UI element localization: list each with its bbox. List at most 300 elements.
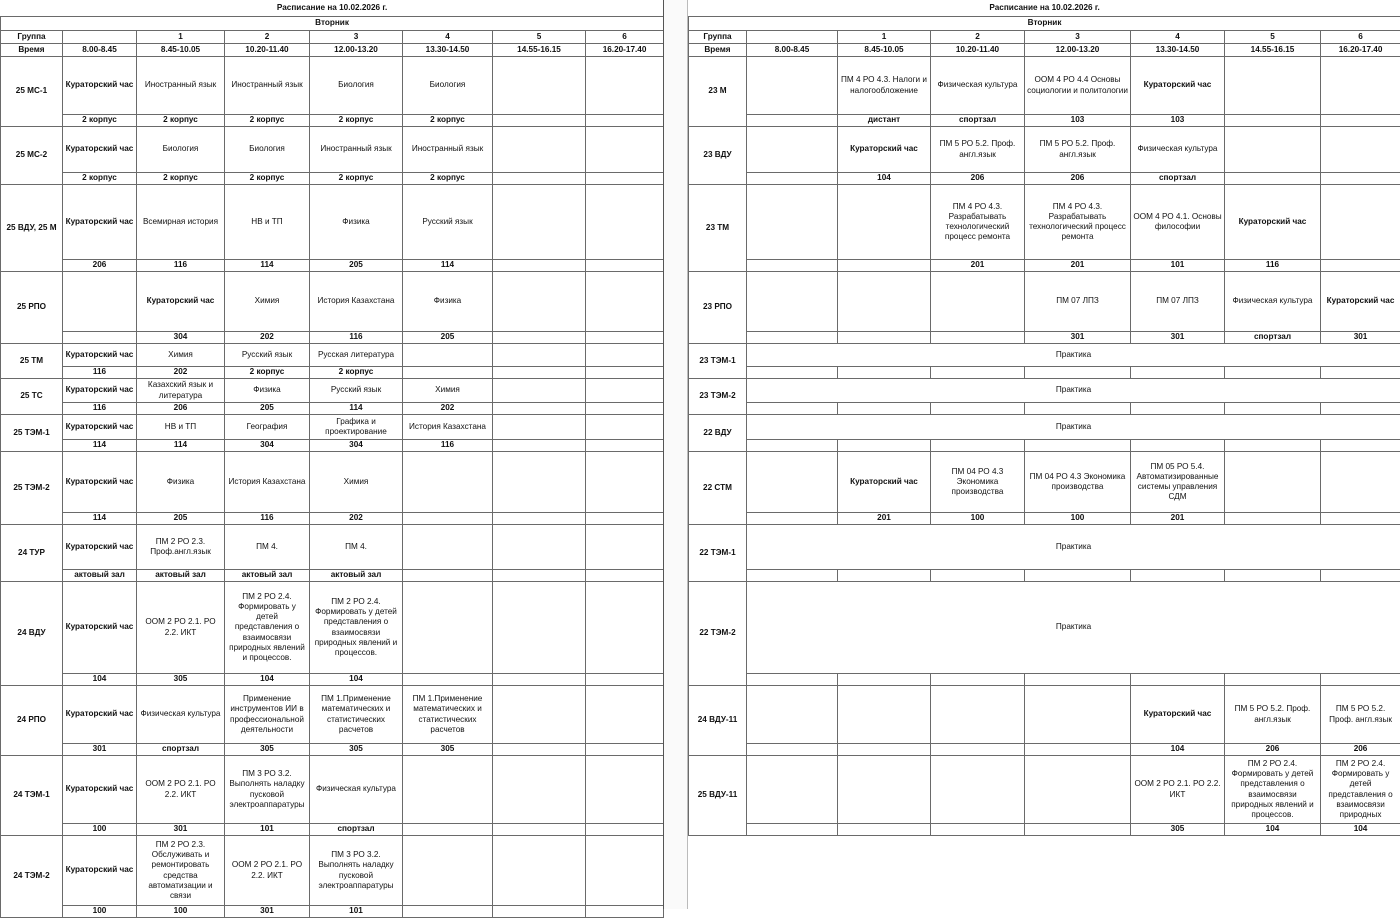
room-cell <box>493 440 586 452</box>
room-cell: 104 <box>225 674 310 686</box>
room-cell: 301 <box>137 824 225 836</box>
room-cell <box>838 440 931 452</box>
room-cell: спортзал <box>1131 173 1225 185</box>
room-cell <box>931 440 1025 452</box>
group-row <box>1 836 664 906</box>
room-cell: 305 <box>225 744 310 756</box>
lesson-cell: История Казахстана <box>403 415 493 440</box>
room-cell <box>1225 115 1321 127</box>
room-cell: 2 корпус <box>403 173 493 185</box>
lesson-cell: Русский язык <box>225 344 310 367</box>
room-cell: 116 <box>403 440 493 452</box>
room-row <box>689 115 1400 127</box>
lesson-cell: Кураторский час <box>63 57 137 115</box>
room-cell <box>493 744 586 756</box>
room-cell <box>838 332 931 344</box>
room-cell <box>586 367 664 379</box>
room-cell <box>1225 403 1321 415</box>
lesson-cell: ПМ 05 РО 5.4. Автоматизированные системы управления СДМ <box>1131 452 1225 513</box>
room-cell <box>586 260 664 272</box>
room-cell <box>586 332 664 344</box>
lesson-cell <box>586 379 664 403</box>
lesson-cell: ПМ 2 РО 2.3. Обслуживать и ремонтировать средства автоматизации и связи <box>137 836 225 906</box>
group-row <box>1 452 664 513</box>
room-cell: 205 <box>403 332 493 344</box>
lesson-cell: Иностранный язык <box>225 57 310 115</box>
room-cell: 114 <box>137 440 225 452</box>
room-cell: 2 корпус <box>137 115 225 127</box>
room-cell <box>931 367 1025 379</box>
lesson-cell: Кураторский час <box>63 379 137 403</box>
room-cell <box>586 403 664 415</box>
room-cell: 2 корпус <box>310 115 403 127</box>
lesson-number: 4 <box>1131 31 1225 44</box>
group-row <box>689 379 1400 403</box>
lesson-number: 4 <box>403 31 493 44</box>
room-cell <box>838 824 931 836</box>
lesson-cell <box>403 756 493 824</box>
room-cell <box>1131 674 1225 686</box>
lesson-cell: Физика <box>137 452 225 513</box>
room-row <box>1 332 664 344</box>
lesson-cell: ПМ 1.Применение математических и статистических расчетов <box>403 686 493 744</box>
room-cell <box>1225 570 1321 582</box>
right-schedule-table <box>688 0 1400 836</box>
room-cell: 202 <box>310 513 403 525</box>
room-cell: 100 <box>137 906 225 918</box>
room-cell: 100 <box>63 906 137 918</box>
room-cell: 116 <box>137 260 225 272</box>
lesson-cell: ПМ 2 РО 2.3. Проф.англ.язык <box>137 525 225 570</box>
group-name: 22 ТЭМ-1 <box>689 525 747 582</box>
lesson-cell: Кураторский час <box>63 344 137 367</box>
lesson-number: 2 <box>931 31 1025 44</box>
lesson-cell: Кураторский час <box>63 415 137 440</box>
time-slot: 13.30-14.50 <box>1131 44 1225 57</box>
panel-divider <box>663 0 688 909</box>
lesson-cell: ПМ 4 РО 4.3. Налоги и налогообложение <box>838 57 931 115</box>
room-cell: 116 <box>63 403 137 415</box>
room-cell: 301 <box>1131 332 1225 344</box>
group-row <box>689 344 1400 367</box>
room-cell <box>493 674 586 686</box>
room-cell: 201 <box>1025 260 1131 272</box>
group-row <box>1 525 664 570</box>
room-cell <box>1131 570 1225 582</box>
lesson-number: 5 <box>1225 31 1321 44</box>
lesson-cell <box>1025 686 1131 744</box>
lesson-cell <box>1225 127 1321 173</box>
time-label: Время <box>1 44 63 57</box>
time-slot: 10.20-11.40 <box>225 44 310 57</box>
room-cell <box>838 367 931 379</box>
lesson-cell: Физика <box>225 379 310 403</box>
lesson-cell: ПМ 4 РО 4.3. Разрабатывать технологический процесс ремонта <box>1025 185 1131 260</box>
room-cell <box>747 513 838 525</box>
time-slot: 8.00-8.45 <box>63 44 137 57</box>
lesson-number: 5 <box>493 31 586 44</box>
lesson-cell: Кураторский час <box>63 756 137 824</box>
lesson-cell: Иностранный язык <box>310 127 403 173</box>
room-cell: 100 <box>63 824 137 836</box>
group-row <box>1 344 664 367</box>
lesson-cell <box>493 379 586 403</box>
room-cell <box>63 332 137 344</box>
lesson-cell: НВ и ТП <box>137 415 225 440</box>
lesson-cell: Кураторский час <box>63 582 137 674</box>
room-cell <box>1225 367 1321 379</box>
room-cell <box>1321 260 1400 272</box>
room-cell: 301 <box>1025 332 1131 344</box>
lesson-cell <box>586 272 664 332</box>
room-cell: 301 <box>63 744 137 756</box>
lesson-cell <box>1321 127 1400 173</box>
room-row <box>1 367 664 379</box>
room-cell: 201 <box>1131 513 1225 525</box>
practice-cell: Практика <box>747 525 1400 570</box>
lesson-cell <box>586 127 664 173</box>
time-slot: 14.55-16.15 <box>493 44 586 57</box>
room-cell <box>1025 440 1131 452</box>
lesson-cell <box>586 452 664 513</box>
room-row <box>1 260 664 272</box>
lesson-cell <box>403 525 493 570</box>
lesson-cell: ООМ 2 РО 2.1. РО 2.2. ИКТ <box>1131 756 1225 824</box>
group-name: 24 ТЭМ-1 <box>1 756 63 836</box>
lesson-cell: Кураторский час <box>137 272 225 332</box>
lesson-cell: ООМ 4 РО 4.4 Основы социологии и политологии <box>1025 57 1131 115</box>
lesson-cell: Биология <box>225 127 310 173</box>
group-name: 24 ТУР <box>1 525 63 582</box>
time-slot: 12.00-13.20 <box>1025 44 1131 57</box>
time-slot: 8.00-8.45 <box>747 44 838 57</box>
room-cell <box>838 570 931 582</box>
room-cell <box>493 260 586 272</box>
room-cell <box>747 744 838 756</box>
room-cell: 305 <box>403 744 493 756</box>
room-cell <box>493 403 586 415</box>
lesson-cell: Биология <box>403 57 493 115</box>
room-cell <box>493 570 586 582</box>
room-cell: 104 <box>1225 824 1321 836</box>
lesson-cell <box>586 525 664 570</box>
group-name: 25 ВДУ, 25 М <box>1 185 63 272</box>
lesson-cell <box>931 272 1025 332</box>
room-cell <box>586 440 664 452</box>
lesson-cell: ПМ 2 РО 2.4. Формировать у детей представления о взаимосвязи природных явлений и процессов. <box>225 582 310 674</box>
lesson-cell: Русский язык <box>310 379 403 403</box>
group-name: 25 РПО <box>1 272 63 344</box>
room-cell: 301 <box>1321 332 1400 344</box>
room-row <box>689 744 1400 756</box>
room-cell: 304 <box>137 332 225 344</box>
room-cell: 114 <box>310 403 403 415</box>
room-cell <box>1225 674 1321 686</box>
lesson-cell <box>586 344 664 367</box>
room-cell: 206 <box>1025 173 1131 185</box>
room-cell: 2 корпус <box>63 115 137 127</box>
room-cell <box>931 744 1025 756</box>
group-name: 24 ТЭМ-2 <box>1 836 63 918</box>
lesson-cell: Физическая культура <box>310 756 403 824</box>
room-cell <box>1321 513 1400 525</box>
time-slot: 14.55-16.15 <box>1225 44 1321 57</box>
room-cell: 114 <box>63 513 137 525</box>
room-cell <box>931 674 1025 686</box>
lesson-cell: ПМ 2 РО 2.4. Формировать у детей представления о взаимосвязи природных явлений и процессов. <box>310 582 403 674</box>
room-cell <box>403 367 493 379</box>
room-cell: 201 <box>931 260 1025 272</box>
lesson-number: 3 <box>1025 31 1131 44</box>
lesson-cell <box>838 756 931 824</box>
lesson-cell <box>493 525 586 570</box>
lesson-cell: Физическая культура <box>1225 272 1321 332</box>
room-cell: 114 <box>225 260 310 272</box>
group-row <box>1 686 664 744</box>
time-slot: 12.00-13.20 <box>310 44 403 57</box>
room-cell <box>403 513 493 525</box>
group-row <box>689 57 1400 115</box>
lesson-cell: Кураторский час <box>63 127 137 173</box>
group-row <box>689 582 1400 674</box>
group-name: 25 ТЭМ-1 <box>1 415 63 452</box>
room-cell: 201 <box>838 513 931 525</box>
lesson-cell: Физическая культура <box>931 57 1025 115</box>
room-cell <box>1025 744 1131 756</box>
lesson-cell: География <box>225 415 310 440</box>
lesson-cell: ПМ 4. <box>225 525 310 570</box>
room-cell <box>747 570 838 582</box>
lesson-cell: ПМ 3 РО 3.2. Выполнять наладку пусковой электроаппаратуры <box>225 756 310 824</box>
lesson-cell <box>586 57 664 115</box>
lesson-cell: Кураторский час <box>1131 686 1225 744</box>
time-slot: 16.20-17.40 <box>1321 44 1400 57</box>
group-row <box>689 756 1400 824</box>
lesson-cell: ООМ 2 РО 2.1. РО 2.2. ИКТ <box>225 836 310 906</box>
lesson-cell <box>747 756 838 824</box>
lesson-cell: Физика <box>403 272 493 332</box>
room-cell: 202 <box>403 403 493 415</box>
lesson-cell: НВ и ТП <box>225 185 310 260</box>
room-cell: 206 <box>137 403 225 415</box>
room-row <box>1 824 664 836</box>
room-cell: 101 <box>1131 260 1225 272</box>
room-row <box>689 824 1400 836</box>
room-cell <box>931 824 1025 836</box>
room-cell <box>586 173 664 185</box>
room-cell: 101 <box>225 824 310 836</box>
room-cell <box>1225 513 1321 525</box>
room-row <box>689 367 1400 379</box>
room-row <box>1 570 664 582</box>
room-cell <box>1025 367 1131 379</box>
room-cell: 2 корпус <box>225 115 310 127</box>
lesson-cell: ПМ 4. <box>310 525 403 570</box>
room-cell <box>403 824 493 836</box>
lesson-number <box>747 31 838 44</box>
lesson-cell <box>586 415 664 440</box>
room-cell: 116 <box>63 367 137 379</box>
lesson-cell <box>931 756 1025 824</box>
room-cell: 2 корпус <box>225 173 310 185</box>
room-cell <box>838 674 931 686</box>
room-cell <box>1225 440 1321 452</box>
room-cell <box>586 824 664 836</box>
lesson-cell: Кураторский час <box>63 185 137 260</box>
lesson-cell: Химия <box>310 452 403 513</box>
room-cell <box>747 332 838 344</box>
group-name: 23 ТЭМ-2 <box>689 379 747 415</box>
group-row <box>689 452 1400 513</box>
group-label: Группа <box>1 31 63 44</box>
room-cell: 305 <box>1131 824 1225 836</box>
room-cell <box>1321 403 1400 415</box>
room-cell <box>747 824 838 836</box>
room-cell: 2 корпус <box>403 115 493 127</box>
lesson-cell: Казахский язык и литература <box>137 379 225 403</box>
room-cell: актовый зал <box>63 570 137 582</box>
group-name: 24 РПО <box>1 686 63 756</box>
room-cell <box>747 674 838 686</box>
group-row <box>689 272 1400 332</box>
lesson-cell: ПМ 3 РО 3.2. Выполнять наладку пусковой электроаппаратуры <box>310 836 403 906</box>
time-slot: 16.20-17.40 <box>586 44 664 57</box>
group-name: 23 М <box>689 57 747 127</box>
room-cell <box>1225 173 1321 185</box>
room-cell <box>1321 570 1400 582</box>
group-name: 25 МС-1 <box>1 57 63 127</box>
lesson-number: 1 <box>137 31 225 44</box>
group-row <box>1 582 664 674</box>
lesson-cell <box>1225 452 1321 513</box>
lesson-cell: ПМ 2 РО 2.4. Формировать у детей представления о взаимосвязи природных <box>1321 756 1400 824</box>
room-cell: спортзал <box>1225 332 1321 344</box>
group-name: 23 ТЭМ-1 <box>689 344 747 379</box>
room-cell <box>586 906 664 918</box>
lesson-cell <box>403 582 493 674</box>
group-label: Группа <box>689 31 747 44</box>
room-cell: 304 <box>310 440 403 452</box>
lesson-cell <box>1225 57 1321 115</box>
room-cell <box>747 260 838 272</box>
lesson-number: 2 <box>225 31 310 44</box>
room-cell: актовый зал <box>310 570 403 582</box>
group-row <box>689 415 1400 440</box>
room-cell: актовый зал <box>225 570 310 582</box>
time-slot: 8.45-10.05 <box>137 44 225 57</box>
room-row <box>689 260 1400 272</box>
lesson-cell: Физика <box>310 185 403 260</box>
lesson-cell: Русский язык <box>403 185 493 260</box>
day-header: Вторник <box>1 17 664 31</box>
lesson-cell <box>493 686 586 744</box>
room-cell <box>493 115 586 127</box>
lesson-cell: Физическая культура <box>137 686 225 744</box>
lesson-cell <box>403 452 493 513</box>
room-cell <box>586 570 664 582</box>
room-cell <box>586 674 664 686</box>
room-cell <box>931 332 1025 344</box>
lesson-cell: ПМ 4 РО 4.3. Разрабатывать технологический процесс ремонта <box>931 185 1025 260</box>
room-cell: спортзал <box>137 744 225 756</box>
lesson-cell <box>493 756 586 824</box>
lesson-cell <box>63 272 137 332</box>
room-cell <box>493 332 586 344</box>
room-cell: 206 <box>931 173 1025 185</box>
room-row <box>689 403 1400 415</box>
room-cell <box>1321 440 1400 452</box>
lesson-cell <box>493 582 586 674</box>
room-cell: дистант <box>838 115 931 127</box>
lesson-cell: Кураторский час <box>1321 272 1400 332</box>
left-schedule-panel <box>0 0 663 918</box>
group-row <box>689 127 1400 173</box>
lesson-cell <box>747 686 838 744</box>
room-cell: 2 корпус <box>63 173 137 185</box>
lesson-cell <box>493 127 586 173</box>
room-row <box>1 513 664 525</box>
time-slot: 8.45-10.05 <box>838 44 931 57</box>
room-row <box>1 403 664 415</box>
lesson-cell <box>1321 57 1400 115</box>
lesson-cell: Иностранный язык <box>403 127 493 173</box>
room-cell: 100 <box>1025 513 1131 525</box>
schedule-title: Расписание на 10.02.2026 г. <box>1 0 664 17</box>
lesson-cell: Применение инструментов ИИ в профессиональной деятельности <box>225 686 310 744</box>
room-cell <box>931 570 1025 582</box>
room-row <box>689 674 1400 686</box>
lesson-cell: Кураторский час <box>838 127 931 173</box>
lesson-cell: Кураторский час <box>1131 57 1225 115</box>
group-name: 23 ТМ <box>689 185 747 272</box>
practice-cell: Практика <box>747 344 1400 367</box>
room-cell: 2 корпус <box>137 173 225 185</box>
room-cell: 104 <box>838 173 931 185</box>
group-name: 24 ВДУ <box>1 582 63 686</box>
lesson-cell <box>493 185 586 260</box>
room-cell <box>1025 824 1131 836</box>
room-cell <box>1025 403 1131 415</box>
group-name: 23 ВДУ <box>689 127 747 185</box>
group-row <box>689 185 1400 260</box>
room-cell: 205 <box>310 260 403 272</box>
room-row <box>1 440 664 452</box>
room-cell <box>747 440 838 452</box>
room-cell <box>1025 570 1131 582</box>
room-row <box>1 744 664 756</box>
room-row <box>1 173 664 185</box>
lesson-cell <box>838 686 931 744</box>
lesson-number: 6 <box>586 31 664 44</box>
lesson-number: 3 <box>310 31 403 44</box>
room-cell <box>586 744 664 756</box>
lesson-cell: Кураторский час <box>63 452 137 513</box>
group-row <box>1 57 664 115</box>
lesson-cell: Всемирная история <box>137 185 225 260</box>
lesson-number <box>63 31 137 44</box>
room-cell <box>586 513 664 525</box>
room-cell: 104 <box>1131 744 1225 756</box>
room-cell <box>1131 440 1225 452</box>
lesson-cell <box>586 756 664 824</box>
lesson-cell: Биология <box>137 127 225 173</box>
lesson-cell: ПМ 5 РО 5.2. Проф. англ.язык <box>931 127 1025 173</box>
lesson-cell <box>493 836 586 906</box>
room-cell: 103 <box>1025 115 1131 127</box>
lesson-cell <box>493 452 586 513</box>
lesson-cell <box>493 272 586 332</box>
lesson-cell: Кураторский час <box>63 525 137 570</box>
